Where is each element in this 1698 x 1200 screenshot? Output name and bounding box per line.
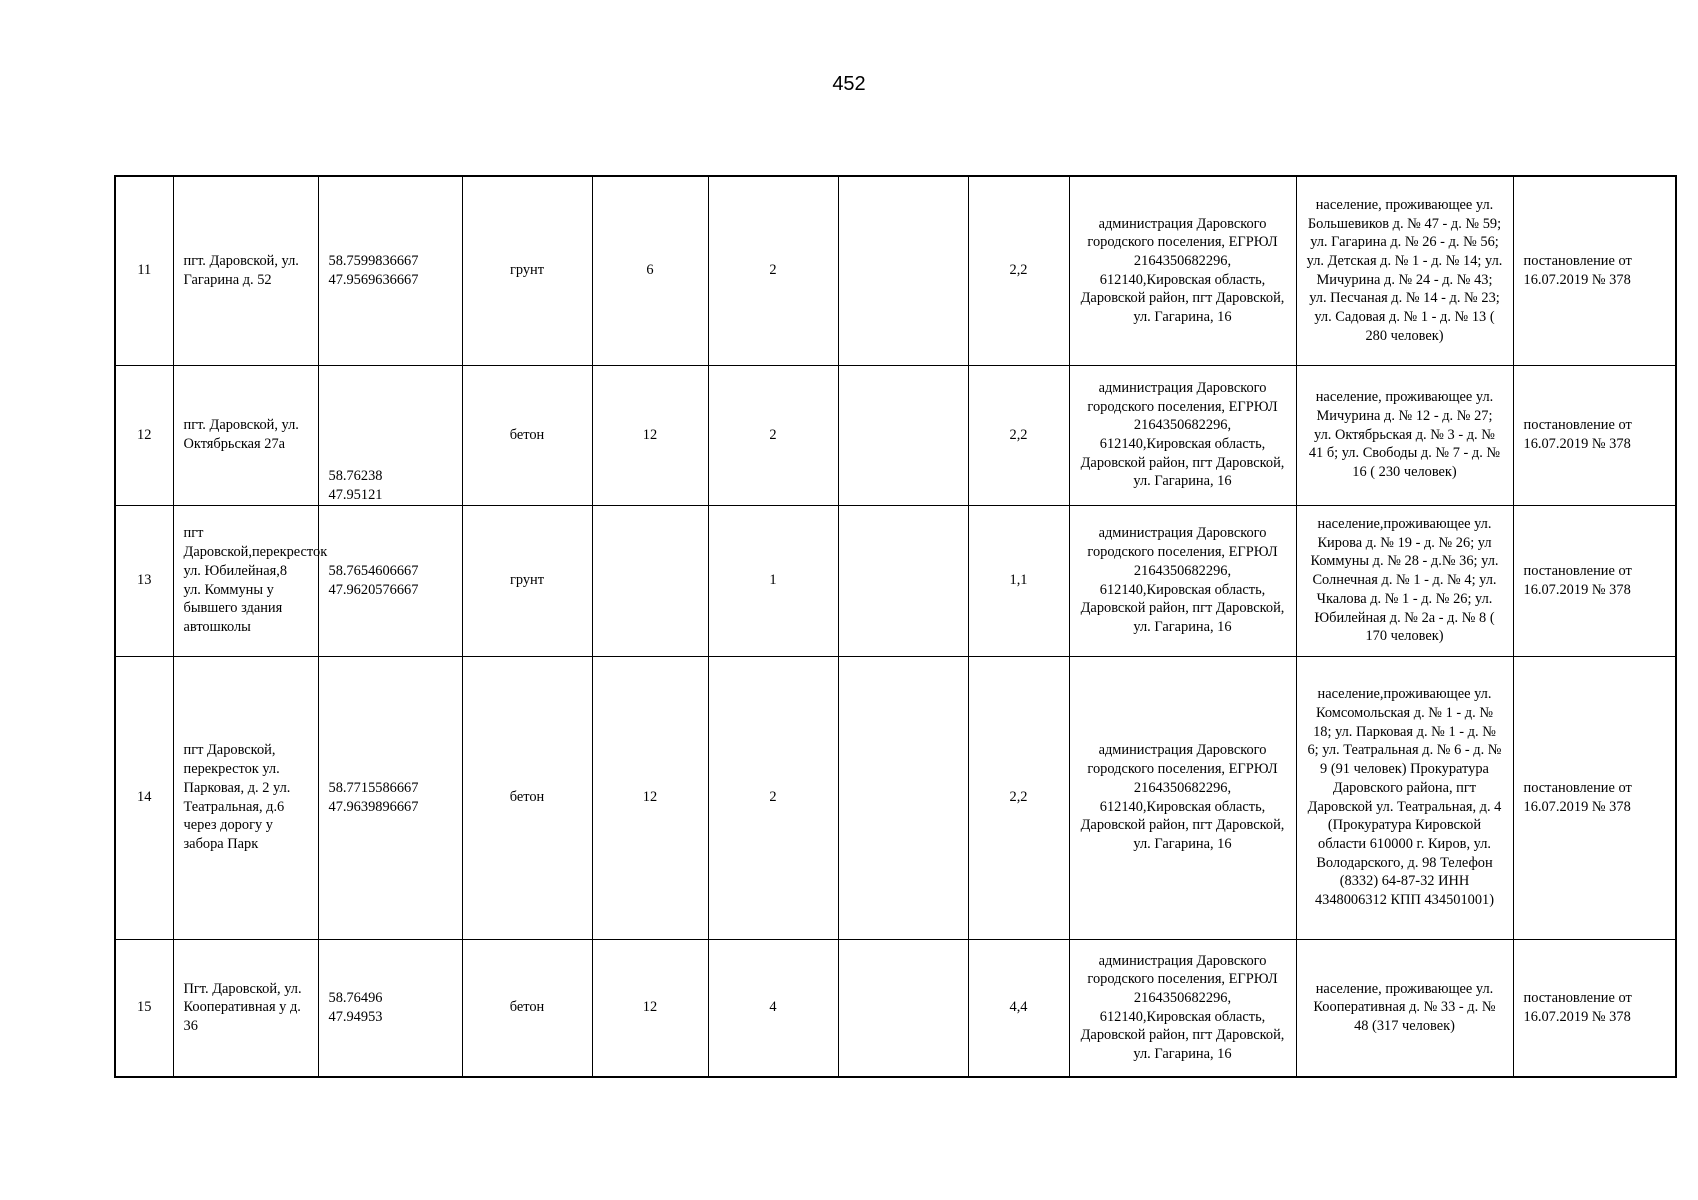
surface-cell: бетон — [462, 939, 592, 1077]
owner-cell: администрация Даровского городского поселения, ЕГРЮЛ 2164350682296, 612140,Кировская область, Даровской район, пгт Даровской, ул. Гагарина, 16 — [1069, 365, 1296, 505]
table-row — [115, 365, 1676, 505]
volume-cell: 4,4 — [968, 939, 1069, 1077]
latitude: 58.76238 — [328, 468, 383, 485]
coordinates-cell — [318, 365, 462, 505]
area-cell: 12 — [592, 365, 708, 505]
extra-cell — [838, 365, 968, 505]
area-cell: 12 — [592, 656, 708, 939]
latitude: 58.7715586667 — [328, 779, 419, 796]
longitude: 47.94953 — [328, 1008, 383, 1025]
document-cell: постановление от 16.07.2019 № 378 — [1513, 939, 1676, 1077]
document-cell: постановление от 16.07.2019 № 378 — [1513, 505, 1676, 656]
users-cell: население,проживающее ул. Комсомольская д. № 1 - д. № 18; ул. Парковая д. № 1 - д. № 6; ул. Театральная д. № 6 - д. № 9 (91 человек) Прокуратура Даровского района, пгт Даровской ул. Театральная, д. 4 (Прокуратура Кировской области 610000 г. Киров, ул. Володарского, д. 98 Телефон (8332) 64-87-32 ИНН 4348006312 КПП 434501001) — [1296, 656, 1513, 939]
volume-cell: 2,2 — [968, 365, 1069, 505]
address-cell: Пгт. Даровской, ул. Кооперативная у д. 36 — [173, 939, 318, 1077]
address-cell: пгт. Даровской, ул. Октябрьская 27а — [173, 365, 318, 505]
row-number: 14 — [115, 656, 173, 939]
volume-cell: 1,1 — [968, 505, 1069, 656]
document-cell: постановление от 16.07.2019 № 378 — [1513, 365, 1676, 505]
latitude: 58.7654606667 — [328, 562, 419, 579]
address-cell: пгт Даровской,перекресток ул. Юбилейная,8 ул. Коммуны у бывшего здания автошколы — [173, 505, 318, 656]
extra-cell — [838, 176, 968, 365]
surface-cell: бетон — [462, 365, 592, 505]
coordinates-cell — [318, 939, 462, 1077]
coordinates-cell — [318, 656, 462, 939]
extra-cell — [838, 939, 968, 1077]
coordinates-cell — [318, 176, 462, 365]
container-count-cell: 2 — [708, 365, 838, 505]
table-row — [115, 656, 1676, 939]
surface-cell: грунт — [462, 176, 592, 365]
page-number: 452 — [832, 73, 866, 95]
table-row — [115, 505, 1676, 656]
users-cell: население, проживающее ул. Большевиков д. № 47 - д. № 59; ул. Гагарина д. № 26 - д. № 56; ул. Детская д. № 1 - д. № 14; ул. Мичурина д. № 24 - д. № 43; ул. Песчаная д. № 14 - д. № 23; ул. Садовая д. № 1 - д. № 13 ( 280 человек) — [1296, 176, 1513, 365]
users-cell: население,проживающее ул. Кирова д. № 19 - д. № 26; ул Коммуны д. № 28 - д.№ 36; ул. Солнечная д. № 1 - д. № 4; ул. Чкалова д. № 1 - д. № 26; ул. Юбилейная д. № 2а - д. № 8 ( 170 человек) — [1296, 505, 1513, 656]
container-count-cell: 1 — [708, 505, 838, 656]
users-cell: население, проживающее ул. Кооперативная д. № 33 - д. № 48 (317 человек) — [1296, 939, 1513, 1077]
row-number: 13 — [115, 505, 173, 656]
extra-cell — [838, 656, 968, 939]
area-cell: 6 — [592, 176, 708, 365]
row-number: 15 — [115, 939, 173, 1077]
area-cell — [592, 505, 708, 656]
volume-cell: 2,2 — [968, 176, 1069, 365]
container-count-cell: 2 — [708, 656, 838, 939]
users-cell: население, проживающее ул. Мичурина д. № 12 - д. № 27; ул. Октябрьская д. № 3 - д. № 41 б; ул. Свободы д. № 7 - д. № 16 ( 230 человек) — [1296, 365, 1513, 505]
longitude: 47.9620576667 — [328, 581, 419, 598]
document-cell: постановление от 16.07.2019 № 378 — [1513, 656, 1676, 939]
area-cell: 12 — [592, 939, 708, 1077]
row-number: 12 — [115, 365, 173, 505]
longitude: 47.9569636667 — [328, 271, 419, 288]
container-count-cell: 2 — [708, 176, 838, 365]
extra-cell — [838, 505, 968, 656]
longitude: 47.9639896667 — [328, 798, 419, 815]
owner-cell: администрация Даровского городского поселения, ЕГРЮЛ 2164350682296, 612140,Кировская область, Даровской район, пгт Даровской, ул. Гагарина, 16 — [1069, 176, 1296, 365]
latitude: 58.76496 — [328, 990, 383, 1007]
surface-cell: грунт — [462, 505, 592, 656]
coordinates-cell — [318, 505, 462, 656]
container-count-cell: 4 — [708, 939, 838, 1077]
owner-cell: администрация Даровского городского поселения, ЕГРЮЛ 2164350682296, 612140,Кировская область, Даровской район, пгт Даровской, ул. Гагарина, 16 — [1069, 939, 1296, 1077]
table-row — [115, 176, 1676, 365]
latitude: 58.7599836667 — [328, 253, 419, 270]
registry-table — [114, 175, 1677, 1078]
surface-cell: бетон — [462, 656, 592, 939]
longitude: 47.95121 — [328, 486, 383, 503]
table-row — [115, 939, 1676, 1077]
address-cell: пгт. Даровской, ул. Гагарина д. 52 — [173, 176, 318, 365]
row-number: 11 — [115, 176, 173, 365]
address-cell: пгт Даровской, перекресток ул. Парковая, д. 2 ул. Театральная, д.6 через дорогу у забора Парк — [173, 656, 318, 939]
volume-cell: 2,2 — [968, 656, 1069, 939]
document-cell: постановление от 16.07.2019 № 378 — [1513, 176, 1676, 365]
owner-cell: администрация Даровского городского поселения, ЕГРЮЛ 2164350682296, 612140,Кировская область, Даровской район, пгт Даровской, ул. Гагарина, 16 — [1069, 656, 1296, 939]
owner-cell: администрация Даровского городского поселения, ЕГРЮЛ 2164350682296, 612140,Кировская область, Даровской район, пгт Даровской, ул. Гагарина, 16 — [1069, 505, 1296, 656]
